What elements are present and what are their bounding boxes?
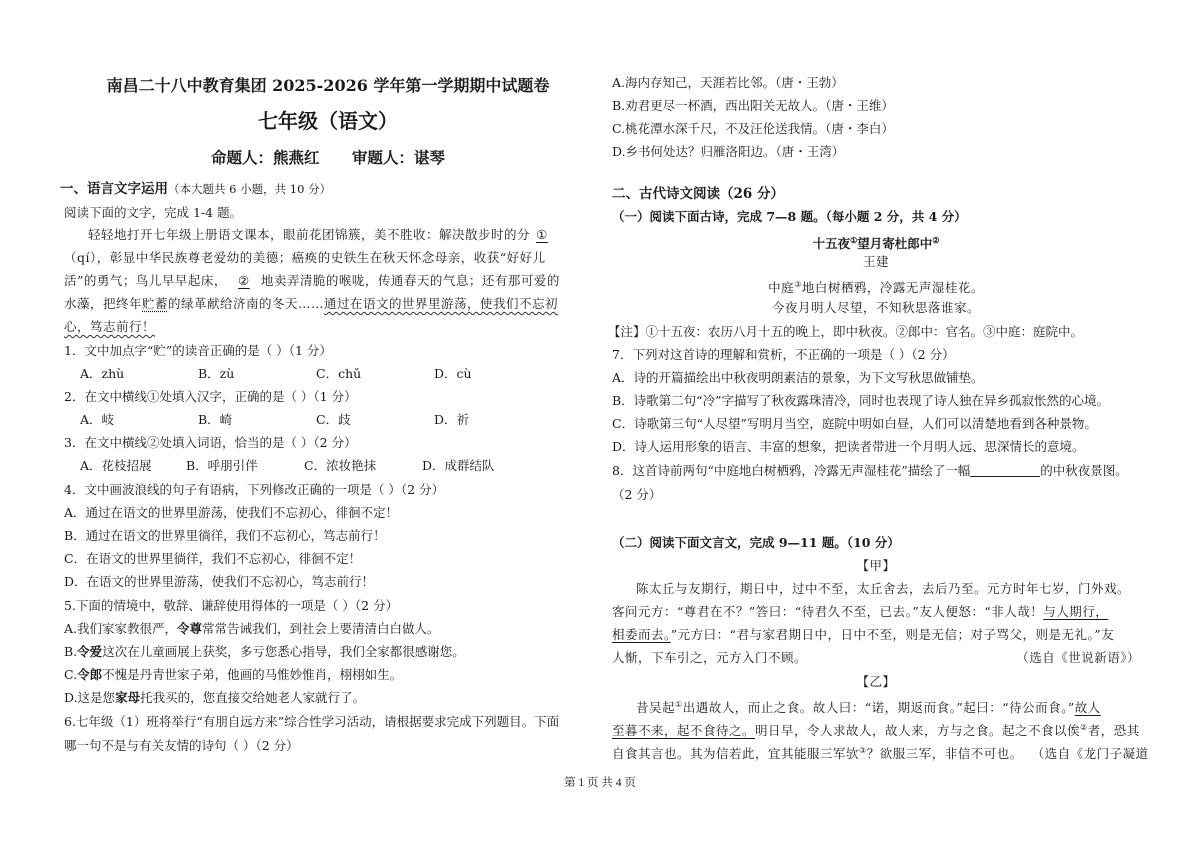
q4-option-a[interactable]: A．通过在语文的世界里游荡，使我们不忘初心，徘徊不定！ — [64, 505, 399, 520]
q7-option-d[interactable]: D．诗人运用形象的语言、丰富的想象，把读者带进一个月明人远、思深情长的意境。 — [612, 439, 1085, 454]
q5-option-d[interactable]: D.这是您家母托我买的，您直接交给她老人家就行了。 — [64, 690, 366, 705]
jia-line-2: 客问元方：“尊君在不？”答曰：“待君久不至，已去。”友人便怒：“非人哉！与人期行， — [612, 604, 1109, 619]
section-1-title: 一、语言文字运用 — [60, 181, 168, 197]
section-2-heading: 二、古代诗文阅读（26 分） — [612, 186, 784, 202]
q7-option-c[interactable]: C．诗歌第三句“人尽望”写明月当空，庭院中明如白昼，人们可以清楚地看到各种景物。 — [612, 416, 1097, 431]
passage-line-1: 轻轻地打开七年级上册语文课本，眼前花团锦簇，美不胜收：解决散步时的分 ① — [88, 226, 554, 244]
q2-stem: 2．在文中横线①处填入汉字，正确的是（ ）（1 分） — [64, 389, 357, 404]
jia-line-3: 相委而去。”元方曰：“君与家君期日中，日中不至，则是无信；对子骂父，则是无礼。”友 — [612, 627, 1115, 642]
exam-title: 南昌二十八中教育集团 2025-2026 学年第一学期期中试题卷 — [106, 76, 550, 95]
part-1-heading: （一）阅读下面古诗，完成 7—8 题。（每小题 2 分，共 4 分） — [612, 209, 967, 224]
reading-instruction: 阅读下面的文字，完成 1-4 题。 — [64, 205, 243, 220]
exam-subtitle: 七年级（语文） — [258, 109, 398, 133]
section-1-heading — [60, 180, 331, 198]
q2-option-a[interactable]: A．岐 — [80, 412, 115, 427]
poem-title: 十五夜①望月寄杜郎中② — [812, 235, 940, 251]
q8-answer-blank[interactable] — [970, 462, 1040, 477]
jia-source: （选自《世说新语》） — [1016, 650, 1140, 665]
q2-option-d[interactable]: D．祈 — [434, 412, 470, 427]
q6-option-c[interactable]: C.桃花潭水深千尺，不及汪伦送我情。（唐・李白） — [612, 121, 894, 136]
wavy-sentence: 通过在语文的世界里游荡，使我们不忘初 — [324, 296, 559, 311]
text-jia-label: 【甲】 — [856, 558, 896, 573]
yi-line-1: 昔吴起①出遇故人，而止之食。故人曰：“诺，期返而食。”起曰：“待公而食。”故人 — [636, 700, 1101, 715]
q4-option-c[interactable]: C．在语文的世界里徜徉，我们不忘初心，徘徊不定！ — [64, 551, 362, 566]
text-yi-label: 【乙】 — [856, 674, 896, 689]
jia-line-1: 陈太丘与友期行，期日中，过中不至，太丘舍去，去后乃至。元方时年七岁，门外戏。 — [636, 581, 1131, 596]
q5-option-b[interactable]: B.令爱这次在儿童画展上获奖，多亏您悉心指导，我们全家都很感谢您。 — [64, 644, 465, 659]
q8-line-1: 8．这首诗前两句“中庭地白树栖鸦，冷露无声湿桂花”描绘了一幅 的中秋夜景图。 — [612, 463, 1128, 478]
q4-option-d[interactable]: D．在语文的世界里游荡，使我们不忘初心，笃志前行！ — [64, 574, 375, 589]
wavy-sentence-end: 心，笃志前行！ — [64, 319, 156, 334]
q7-stem: 7．下列对这首诗的理解和赏析，不正确的一项是（ ）（2 分） — [612, 347, 955, 362]
q6-stem-line-2: 哪一句不是与有关友情的诗句（ ）（2 分） — [64, 738, 299, 753]
q3-stem: 3．在文中横线②处填入词语，恰当的是（ ）（2 分） — [64, 435, 357, 450]
q1-stem: 1．文中加点字“贮”的读音正确的是（ ）（1 分） — [64, 343, 332, 358]
q3-option-b[interactable]: B．呼朋引伴 — [186, 458, 258, 473]
q7-option-a[interactable]: A．诗的开篇描绘出中秋夜明朗素洁的景象，为下文写秋思做铺垫。 — [612, 370, 984, 385]
q1-option-a[interactable]: A．zhù — [80, 366, 125, 381]
q5-option-a[interactable]: A.我们家家教很严，令尊常常告诫我们，到社会上要清清白白做人。 — [64, 621, 440, 636]
poem-line-1: 中庭③地白树栖鸦，冷露无声湿桂花。 — [768, 280, 984, 295]
exam-authors: 命题人：熊燕红 审题人：谌琴 — [211, 148, 445, 167]
q4-stem: 4．文中画波浪线的句子有语病，下列修改正确的一项是（ ）（2 分） — [64, 482, 445, 497]
jia-line-4: 人惭，下车引之，元方入门不顾。 — [612, 650, 808, 665]
q5-stem: 5.下面的情境中，敬辞、谦辞使用得体的一项是（ ）（2 分） — [64, 598, 399, 613]
yi-line-2: 至暮不来，起不食待之。明日早，令人求故人，故人来，方与之食。起之不食以俟②者，恐其 — [612, 723, 1140, 738]
blank-1: ① — [536, 227, 548, 242]
poem-line-2: 今夜月明人尽望，不知秋思落谁家。 — [771, 300, 980, 315]
q1-option-b[interactable]: B．zù — [198, 366, 235, 381]
q3-option-a[interactable]: A．花枝招展 — [80, 458, 152, 473]
q3-option-d[interactable]: D．成群结队 — [422, 458, 495, 473]
q2-options — [80, 411, 552, 429]
q5-option-c[interactable]: C.令郎不愧是丹青世家子弟，他画的马惟妙惟肖，栩栩如生。 — [64, 667, 403, 682]
q3-options — [80, 457, 540, 475]
q1-option-c[interactable]: C．chǔ — [316, 366, 362, 381]
section-1-note: （本大题共 6 小题，共 10 分） — [168, 182, 332, 196]
q6-option-d[interactable]: D.乡书何处达？归雁洛阳边。（唐・王湾） — [612, 144, 845, 159]
passage-line-4: 水藻，把终年贮蓄的绿革献给济南的冬天……通过在语文的世界里游荡，使我们不忘初 — [64, 296, 559, 311]
dotted-word: 贮蓄 — [142, 296, 169, 311]
poem-author: 王建 — [862, 254, 889, 269]
q2-option-b[interactable]: B．崎 — [198, 412, 233, 427]
page-footer: 第 1 页 共 4 页 — [564, 777, 636, 789]
blank-2: ② — [238, 273, 250, 288]
q2-option-c[interactable]: C．歧 — [316, 412, 351, 427]
q1-option-d[interactable]: D．cù — [434, 366, 472, 381]
q6-option-a[interactable]: A.海内存知己，天涯若比邻。（唐・王勃） — [612, 75, 844, 90]
poem-note: 【注】①十五夜：农历八月十五的晚上，即中秋夜。②郎中：官名。③中庭：庭院中。 — [608, 324, 1084, 339]
q4-option-b[interactable]: B．通过在语文的世界里徜徉，我们不忘初心，笃志前行！ — [64, 528, 386, 543]
part-2-heading: （二）阅读下面文言文，完成 9—11 题。（10 分） — [612, 535, 900, 550]
q7-option-b[interactable]: B．诗歌第二句“冷”字描写了秋夜露珠清冷，同时也表现了诗人独在异乡孤寂怅然的心境。 — [612, 393, 1109, 408]
q6-stem-line-1: 6.七年级（1）班将举行“有朋自远方来”综合性学习活动，请根据要求完成下列题目。下面 — [64, 714, 560, 729]
passage-line-5 — [64, 318, 155, 336]
passage-line-3: 活”的勇气；鸟儿早早起床， ② 地卖弄清脆的喉咙，传通春天的气息；还有那可爱的 — [64, 273, 560, 288]
passage-line-2: （qí），彰显中华民族尊老爱幼的美德；癌痪的史铁生在秋天怀念母亲，收获“好好儿 — [64, 250, 546, 265]
q6-option-b[interactable]: B.劝君更尽一杯酒，西出阳关无故人。（唐・王维） — [612, 98, 894, 113]
yi-line-3: 自食其言也。其为信若此，宜其能服三军欤③？欲服三军，非信不可也。 （选自《龙门子凝道 — [612, 746, 1149, 761]
q8-line-2: （2 分） — [612, 487, 662, 502]
q1-options — [80, 365, 552, 383]
q3-option-c[interactable]: C．浓妆艳抹 — [304, 458, 377, 473]
